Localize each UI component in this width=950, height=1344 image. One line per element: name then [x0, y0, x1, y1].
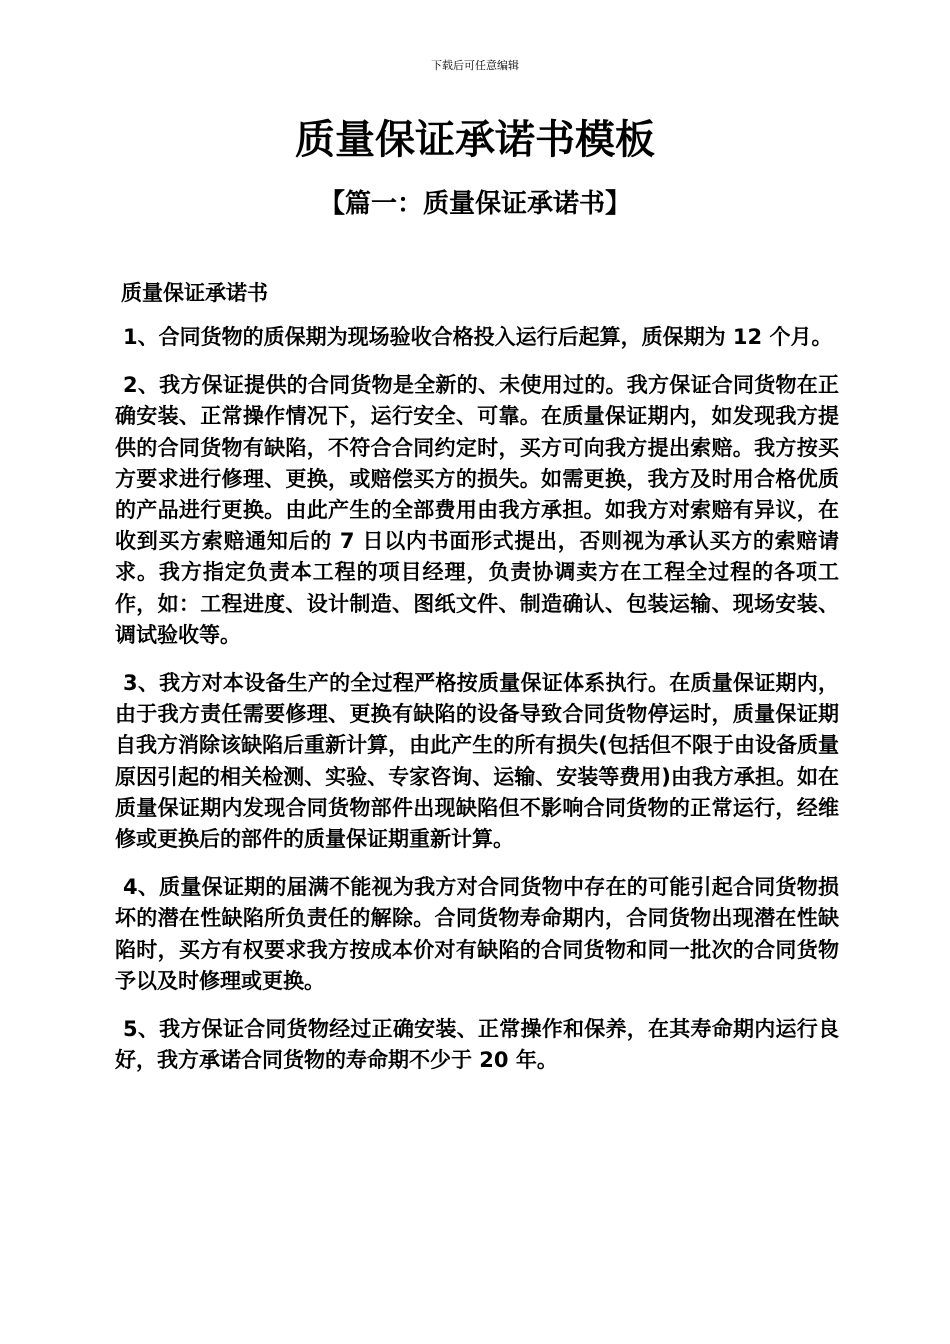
section-heading: 质量保证承诺书	[121, 281, 268, 305]
paragraph-3: 3、我方对本设备生产的全过程严格按质量保证体系执行。在质量保证期内，由于我方责任需要修理、更换有缺陷的设备导致合同货物停运时，质量保证期自我方消除该缺陷后重新计算，由此产生的所有损失(包括但不限于由设备质量原因引起的相关检测、实验、专家咨询、运输、安装等费用)由我方承担。如在质量保证期内发现合同货物部件出现缺陷但不影响合同货物的正常运行，经维修或更换后的部件的质量保证期重新计算。	[115, 671, 839, 852]
document-body	[115, 322, 839, 1093]
download-edit-note: 下载后可任意编辑	[431, 59, 519, 72]
document-subtitle: 【篇一：质量保证承诺书】	[318, 189, 631, 219]
paragraph-4: 4、质量保证期的届满不能视为我方对合同货物中存在的可能引起合同货物损坏的潜在性缺陷所负责任的解除。合同货物寿命期内，合同货物出现潜在性缺陷时，买方有权要求我方按成本价对有缺陷的合同货物和同一批次的合同货物予以及时修理或更换。	[115, 875, 839, 993]
paragraph-2: 2、我方保证提供的合同货物是全新的、未使用过的。我方保证合同货物在正确安装、正常操作情况下，运行安全、可靠。在质量保证期内，如发现我方提供的合同货物有缺陷，不符合合同约定时，买方可向我方提出索赔。我方按买方要求进行修理、更换，或赔偿买方的损失。如需更换，我方及时用合格优质的产品进行更换。由此产生的全部费用由我方承担。如我方对索赔有异议，在收到买方索赔通知后的 7 日以内书面形式提出，否则视为承认买方的索赔请求。我方指定负责本工程的项目经理，负责协调卖方在工程全过程的各项工作，如：工程进度、设计制造、图纸文件、制造确认、包装运输、现场安装、调试验收等。	[115, 373, 839, 647]
document-title: 质量保证承诺书模板	[295, 117, 655, 163]
paragraph-5: 5、我方保证合同货物经过正确安装、正常操作和保养，在其寿命期内运行良好，我方承诺合同货物的寿命期不少于 20 年。	[115, 1017, 839, 1073]
paragraph-1: 1、合同货物的质保期为现场验收合格投入运行后起算，质保期为 12 个月。	[123, 325, 833, 349]
